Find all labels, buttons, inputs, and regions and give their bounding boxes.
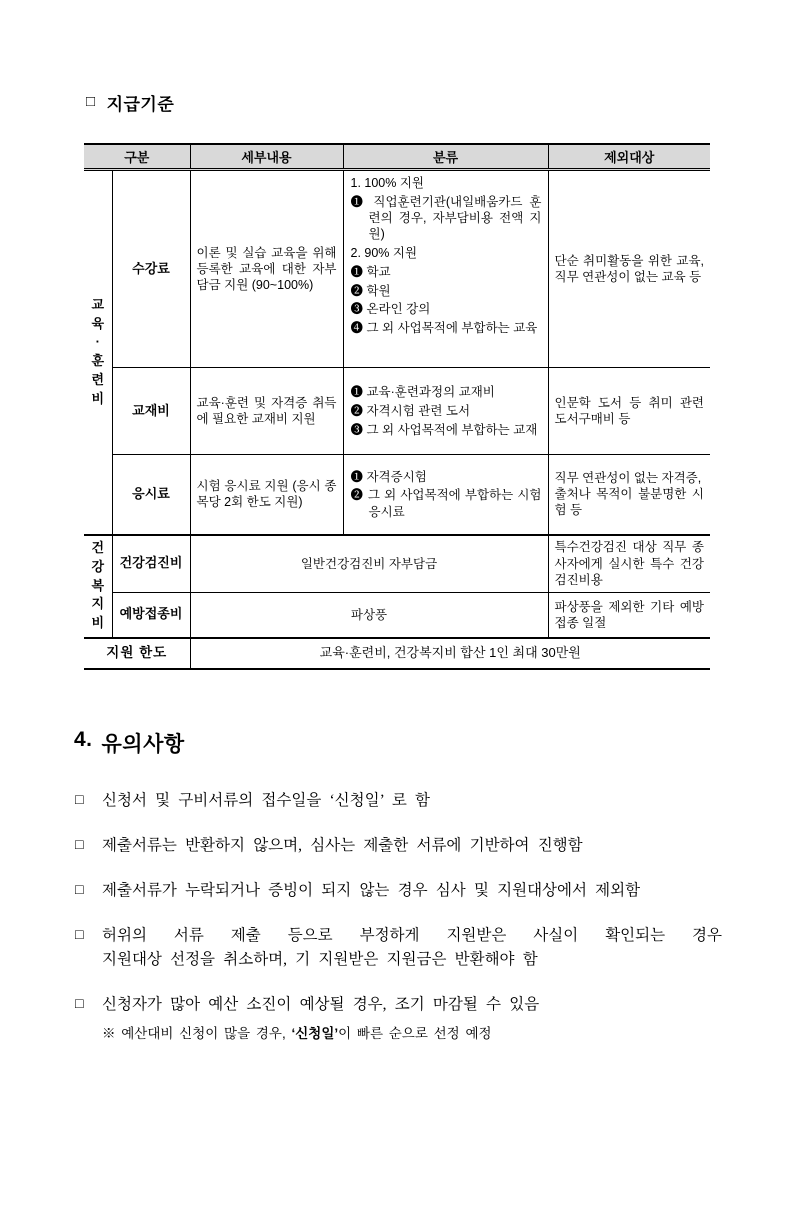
notice-item xyxy=(74,834,722,857)
health-checkup-exclusion: 특수건강검진 대상 직무 종사자에게 실시한 특수 건강검진비용 xyxy=(548,535,710,593)
classification-line: ❷ 그 외 사업목적에 부합하는 시험 응시료 xyxy=(350,488,542,519)
item-vaccination: 예방접종비 xyxy=(112,593,190,638)
item-textbook: 교재비 xyxy=(112,368,190,455)
notice-section-number: 4. xyxy=(74,727,93,751)
notice-footnote xyxy=(102,1022,722,1042)
tuition-exclusion: 단순 취미활동을 위한 교육, 직무 연관성이 없는 교육 등 xyxy=(548,170,710,368)
group-label-health-welfare: 건강복지비 xyxy=(84,535,112,638)
footnote-text: 이 빠른 순으로 선정 예정 xyxy=(338,1026,492,1041)
notice-item xyxy=(74,789,722,812)
payment-criteria-title: 지급기준 xyxy=(106,95,175,114)
payment-criteria-heading xyxy=(86,90,793,115)
classification-line: 1. 100% 지원 xyxy=(350,176,424,190)
textbook-exclusion: 인문학 도서 등 취미 관련 도서구매비 등 xyxy=(548,368,710,455)
square-bullet-icon: □ xyxy=(75,836,84,853)
item-health-checkup: 건강검진비 xyxy=(112,535,190,593)
exam-fee-exclusion xyxy=(548,455,710,535)
vaccination-detail: 파상풍 xyxy=(190,593,548,638)
square-bullet-icon: □ xyxy=(75,882,84,898)
notice-item-text: 허위의 서류 제출 등으로 부정하게 지원받은 사실이 확인되는 경우 xyxy=(102,927,722,945)
notice-section-title: 유의사항 xyxy=(101,732,185,756)
header-details: 세부내용 xyxy=(190,144,343,170)
table-row-textbook xyxy=(84,368,710,455)
classification-line: ❶ 학교 xyxy=(350,264,391,279)
payment-criteria-table xyxy=(84,143,710,670)
classification-line: ❶ 직업훈련기관(내일배움카드 훈련의 경우, 자부담비용 전액 지원) xyxy=(350,194,542,242)
item-exam-fee: 응시료 xyxy=(112,455,190,535)
table-row-exam-fee xyxy=(84,455,710,535)
header-exclusions: 제외대상 xyxy=(548,144,710,170)
classification-line: 2. 90% 지원 xyxy=(350,246,418,260)
exam-fee-detail: 시험 응시료 지원 (응시 종목당 2회 한도 지원) xyxy=(190,455,343,535)
table-row-vaccination xyxy=(84,593,710,638)
classification-line: ❷ 학원 xyxy=(350,283,391,298)
exclusion-line: 직무 연관성이 없는 자격증, xyxy=(554,470,702,485)
reference-mark-icon: ※ xyxy=(102,1026,116,1041)
square-bullet-icon: □ xyxy=(75,927,84,944)
table-row-tuition xyxy=(84,170,710,368)
notice-item xyxy=(74,993,722,1016)
support-limit-value: 교육·훈련비, 건강복지비 합산 1인 최대 30만원 xyxy=(190,638,710,669)
item-tuition: 수강료 xyxy=(112,170,190,368)
exam-fee-classification xyxy=(343,455,548,535)
notice-item-text: 제출서류가 누락되거나 증빙이 되지 않는 경우 심사 및 지원대상에서 제외함 xyxy=(102,882,641,899)
notice-item xyxy=(74,879,722,902)
classification-line: ❹ 그 외 사업목적에 부합하는 교육 xyxy=(350,321,538,335)
notice-section xyxy=(74,728,722,1043)
notice-item-text: 신청서 및 구비서류의 접수일을 ‘신청일’ 로 함 xyxy=(102,791,430,809)
notice-item-text: 신청자가 많아 예산 소진이 예상될 경우, 조기 마감될 수 있음 xyxy=(102,995,540,1013)
square-bullet-icon: □ xyxy=(86,93,96,110)
textbook-classification xyxy=(343,368,548,455)
classification-line: ❸ 온라인 강의 xyxy=(350,302,431,317)
classification-line: ❸ 그 외 사업목적에 부합하는 교재 xyxy=(350,422,538,437)
square-bullet-icon: □ xyxy=(75,791,84,808)
footnote-text: 예산대비 신청이 많을 경우, xyxy=(121,1026,292,1041)
notice-list xyxy=(74,789,722,1043)
tuition-detail: 이론 및 실습 교육을 위해 등록한 교육에 대한 자부담금 지원 (90~100%) xyxy=(190,170,343,368)
classification-line: ❶ 자격증시험 xyxy=(350,469,427,484)
notice-heading xyxy=(74,728,722,758)
group-label-education-training: 교육·훈련비 xyxy=(84,170,112,535)
table-row-support-limit xyxy=(84,638,710,669)
footnote-bold-text: ‘신청일’ xyxy=(291,1026,339,1041)
tuition-classification xyxy=(343,170,548,368)
notice-item xyxy=(74,924,722,971)
textbook-detail: 교육·훈련 및 자격증 취득에 필요한 교재비 지원 xyxy=(190,368,343,455)
vaccination-exclusion: 파상풍을 제외한 기타 예방접종 일절 xyxy=(548,593,710,638)
support-limit-label: 지원 한도 xyxy=(84,638,190,669)
header-category: 구분 xyxy=(84,144,190,170)
health-checkup-detail: 일반건강검진비 자부담금 xyxy=(190,535,548,593)
notice-item-text-continued: 지원대상 선정을 취소하며, 기 지원받은 지원금은 반환해야 함 xyxy=(102,950,538,968)
header-classification: 분류 xyxy=(343,144,548,170)
square-bullet-icon: □ xyxy=(75,995,84,1012)
table-header-row xyxy=(84,144,710,170)
table-row-health-checkup xyxy=(84,535,710,593)
exclusion-line: 출처나 목적이 불분명한 시험 등 xyxy=(554,487,704,518)
classification-line: ❶ 교육·훈련과정의 교재비 xyxy=(350,385,495,400)
classification-line: ❷ 자격시험 관련 도서 xyxy=(350,403,471,418)
notice-item-text: 제출서류는 반환하지 않으며, 심사는 제출한 서류에 기반하여 진행함 xyxy=(102,836,583,854)
